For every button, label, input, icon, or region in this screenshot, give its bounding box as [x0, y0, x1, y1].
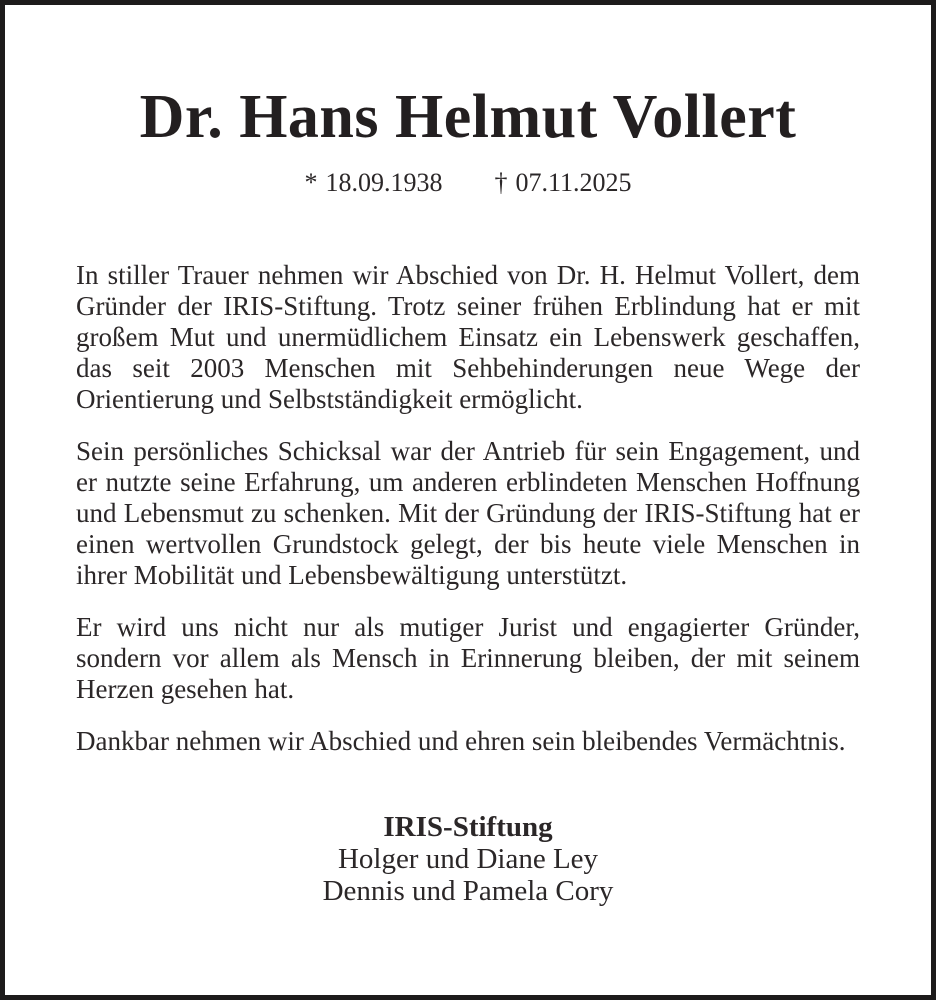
death-date: 07.11.2025 — [515, 168, 632, 198]
death-date-item — [494, 168, 631, 198]
mourner-line-1: Holger und Diane Ley — [337, 843, 599, 876]
obituary-text — [76, 260, 860, 757]
obituary-paragraph-2: Sein persönliches Schicksal war der Antrieb für sein Engagement, und er nutzte seine Erfahrung, um anderen erblindeten Menschen Hoffnung und Lebensmut zu schenken. Mit der Gründung der IRIS-Stiftung hat er einen wertvollen Grundstock gelegt, der bis heute viele Menschen in ihrer Mobilität und Lebensbewältigung unterstützt. — [76, 436, 860, 591]
deceased-name: Dr. Hans Helmut Vollert — [139, 83, 797, 151]
life-dates — [76, 168, 860, 198]
mourner-line-2: Dennis und Pamela Cory — [322, 875, 614, 908]
obituary-paragraph-3: Er wird uns nicht nur als mutiger Jurist und engagierter Gründer, sondern vor allem als Mensch in Erinnerung bleiben, der mit seinem Herzen gesehen hat. — [76, 612, 860, 705]
birth-date-item — [304, 168, 442, 198]
birth-star-symbol: * — [304, 168, 318, 198]
birth-date: 18.09.1938 — [325, 168, 443, 198]
death-cross-symbol: † — [494, 168, 508, 198]
obituary-paragraph-4: Dankbar nehmen wir Abschied und ehren sein bleibendes Vermächtnis. — [76, 726, 846, 757]
signature-block — [76, 811, 860, 907]
organization-name: IRIS-Stiftung — [383, 811, 553, 844]
obituary-paragraph-1: In stiller Trauer nehmen wir Abschied von Dr. H. Helmut Vollert, dem Gründer der IRIS-Stiftung. Trotz seiner frühen Erblindung hat er mit großem Mut und unermüdlichem Einsatz ein Lebenswerk geschaffen, das seit 2003 Menschen mit Sehbehinderungen neue Wege der Orientierung und Selbstständigkeit ermöglicht. — [76, 260, 860, 415]
